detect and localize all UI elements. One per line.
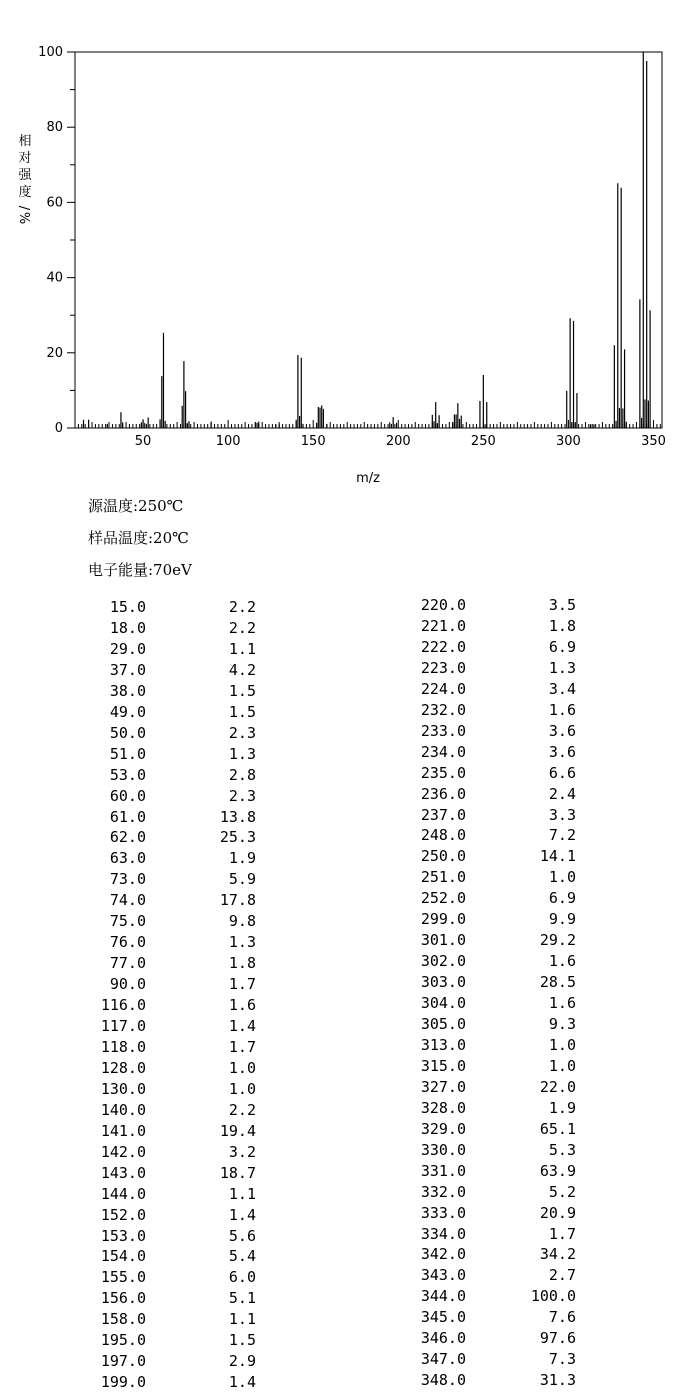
mz-value: 73.0 <box>109 870 146 889</box>
mz-value: 224.0 <box>420 679 466 698</box>
mz-value: 144.0 <box>100 1184 146 1203</box>
y-axis-label <box>16 133 32 224</box>
mz-value: 346.0 <box>420 1329 466 1348</box>
intensity-value: 1.6 <box>548 952 576 971</box>
intensity-value: 20.9 <box>539 1203 576 1222</box>
y-axis-label-char: 度 <box>18 185 32 200</box>
table-row <box>66 808 266 829</box>
intensity-value: 7.6 <box>548 1308 576 1327</box>
table-row <box>66 933 266 954</box>
mz-value: 75.0 <box>109 912 146 931</box>
intensity-value: 2.2 <box>228 618 256 637</box>
intensity-value: 5.4 <box>228 1247 256 1266</box>
mz-value: 76.0 <box>109 933 146 952</box>
table-row <box>386 973 586 994</box>
source-temperature: 源温度:250℃ <box>88 497 184 515</box>
intensity-value: 1.3 <box>228 744 256 763</box>
mz-value: 302.0 <box>420 952 466 971</box>
table-row <box>66 1289 266 1310</box>
mz-value: 153.0 <box>100 1226 146 1245</box>
intensity-value: 18.7 <box>219 1163 256 1182</box>
mz-value: 18.0 <box>109 618 146 637</box>
intensity-value: 3.5 <box>548 596 576 614</box>
table-row <box>66 724 266 745</box>
x-axis-label: m/z <box>356 471 380 486</box>
intensity-value: 17.8 <box>219 891 256 910</box>
table-row <box>386 1329 586 1350</box>
table-row <box>66 1331 266 1352</box>
intensity-value: 22.0 <box>539 1077 576 1096</box>
intensity-value: 3.2 <box>228 1142 256 1161</box>
intensity-value: 3.4 <box>548 679 576 698</box>
intensity-value: 1.8 <box>228 954 256 973</box>
table-row <box>66 1310 266 1331</box>
x-tick-label: 50 <box>134 434 152 449</box>
intensity-value: 1.9 <box>228 849 256 868</box>
axis-ticks <box>38 45 666 449</box>
table-row <box>66 1268 266 1289</box>
table-row <box>386 596 586 617</box>
mz-value: 90.0 <box>109 975 146 994</box>
mz-value: 251.0 <box>420 868 466 887</box>
table-row <box>66 996 266 1017</box>
table-row <box>386 617 586 638</box>
intensity-value: 1.0 <box>548 1056 576 1075</box>
table-row <box>386 785 586 806</box>
table-row <box>386 659 586 680</box>
table-row <box>66 828 266 849</box>
mz-value: 116.0 <box>100 996 146 1015</box>
mz-value: 63.0 <box>109 849 146 868</box>
mz-value: 342.0 <box>420 1245 466 1264</box>
table-row <box>386 952 586 973</box>
table-row <box>386 1266 586 1287</box>
mz-value: 248.0 <box>420 826 466 845</box>
intensity-value: 100.0 <box>530 1287 576 1306</box>
table-row <box>386 806 586 827</box>
mz-value: 236.0 <box>420 784 466 803</box>
mz-value: 232.0 <box>420 700 466 719</box>
mz-value: 140.0 <box>100 1100 146 1119</box>
intensity-value: 2.3 <box>228 786 256 805</box>
intensity-value: 4.2 <box>228 660 256 679</box>
table-row <box>386 1225 586 1246</box>
table-row <box>386 1078 586 1099</box>
mz-value: 221.0 <box>420 616 466 635</box>
x-tick-label: 200 <box>385 434 411 449</box>
table-row <box>66 1038 266 1059</box>
mz-value: 304.0 <box>420 994 466 1013</box>
table-row <box>386 994 586 1015</box>
intensity-value: 3.6 <box>548 721 576 740</box>
table-row <box>66 870 266 891</box>
sample-temperature: 样品温度:20℃ <box>88 529 189 547</box>
table-row <box>66 891 266 912</box>
intensity-value: 1.3 <box>548 658 576 677</box>
intensity-value: 9.9 <box>548 910 576 929</box>
table-row <box>386 1350 586 1371</box>
mz-value: 53.0 <box>109 765 146 784</box>
table-row <box>66 912 266 933</box>
intensity-value: 5.6 <box>228 1226 256 1245</box>
mz-value: 158.0 <box>100 1310 146 1329</box>
peak-table-right <box>386 596 586 1390</box>
intensity-value: 6.9 <box>548 637 576 656</box>
peak-table-left <box>66 598 266 1392</box>
intensity-value: 97.6 <box>539 1329 576 1348</box>
intensity-value: 1.1 <box>228 1184 256 1203</box>
table-row <box>386 680 586 701</box>
intensity-value: 1.7 <box>228 975 256 994</box>
table-row <box>66 682 266 703</box>
mz-value: 330.0 <box>420 1140 466 1159</box>
mz-value: 118.0 <box>100 1037 146 1056</box>
mz-value: 344.0 <box>420 1287 466 1306</box>
mz-value: 130.0 <box>100 1079 146 1098</box>
intensity-value: 6.9 <box>548 889 576 908</box>
mass-spectrum-chart <box>0 0 687 495</box>
intensity-value: 6.0 <box>228 1268 256 1287</box>
mz-value: 142.0 <box>100 1142 146 1161</box>
mz-value: 343.0 <box>420 1266 466 1285</box>
mz-value: 301.0 <box>420 931 466 950</box>
mz-value: 156.0 <box>100 1289 146 1308</box>
mz-value: 143.0 <box>100 1163 146 1182</box>
intensity-value: 1.0 <box>548 868 576 887</box>
mz-value: 315.0 <box>420 1056 466 1075</box>
mz-value: 199.0 <box>100 1373 146 1392</box>
table-row <box>386 1183 586 1204</box>
intensity-value: 9.3 <box>548 1015 576 1033</box>
intensity-value: 1.1 <box>228 1310 256 1329</box>
mz-value: 77.0 <box>109 954 146 973</box>
intensity-value: 29.2 <box>539 931 576 950</box>
table-row <box>386 931 586 952</box>
table-row <box>386 1015 586 1036</box>
intensity-value: 25.3 <box>219 828 256 847</box>
table-row <box>386 868 586 889</box>
mz-value: 197.0 <box>100 1352 146 1371</box>
y-axis-label-char: / <box>16 205 31 211</box>
mz-value: 220.0 <box>420 596 466 614</box>
table-row <box>386 1204 586 1225</box>
table-row <box>66 703 266 724</box>
intensity-value: 1.5 <box>228 681 256 700</box>
intensity-value: 1.4 <box>228 1373 256 1392</box>
table-row <box>66 640 266 661</box>
intensity-value: 2.2 <box>228 598 256 616</box>
mz-value: 141.0 <box>100 1121 146 1140</box>
mz-value: 195.0 <box>100 1331 146 1350</box>
mz-value: 74.0 <box>109 891 146 910</box>
intensity-value: 2.8 <box>228 765 256 784</box>
intensity-value: 3.3 <box>548 805 576 824</box>
table-row <box>66 975 266 996</box>
mz-value: 154.0 <box>100 1247 146 1266</box>
table-row <box>66 787 266 808</box>
intensity-value: 2.4 <box>548 784 576 803</box>
x-tick-label: 300 <box>556 434 581 449</box>
electron-energy: 电子能量:70eV <box>88 561 192 579</box>
intensity-value: 1.4 <box>228 1017 256 1035</box>
y-axis-label-char: 强 <box>18 168 32 183</box>
intensity-value: 1.4 <box>228 1205 256 1224</box>
intensity-value: 31.3 <box>539 1371 576 1390</box>
mz-value: 155.0 <box>100 1268 146 1287</box>
table-row <box>66 1080 266 1101</box>
table-row <box>66 1352 266 1373</box>
table-row <box>386 1287 586 1308</box>
table-row <box>386 638 586 659</box>
x-tick-label: 150 <box>300 434 326 449</box>
table-row <box>386 910 586 931</box>
mz-value: 313.0 <box>420 1035 466 1054</box>
table-row <box>66 1122 266 1143</box>
mz-value: 49.0 <box>109 702 146 721</box>
table-row <box>386 1036 586 1057</box>
mz-value: 303.0 <box>420 973 466 992</box>
mz-value: 345.0 <box>420 1308 466 1327</box>
intensity-value: 1.1 <box>228 639 256 658</box>
intensity-value: 7.3 <box>548 1350 576 1369</box>
mz-value: 305.0 <box>420 1015 466 1033</box>
table-row <box>66 745 266 766</box>
table-row <box>66 598 266 619</box>
mz-value: 62.0 <box>109 828 146 847</box>
y-tick-label: 100 <box>38 45 63 60</box>
table-row <box>66 766 266 787</box>
intensity-value: 1.6 <box>548 994 576 1013</box>
mz-value: 50.0 <box>109 723 146 742</box>
peak-bars <box>84 52 651 428</box>
mz-value: 51.0 <box>109 744 146 763</box>
intensity-value: 5.1 <box>228 1289 256 1308</box>
x-tick-label: 100 <box>215 434 241 449</box>
mz-value: 237.0 <box>420 805 466 824</box>
intensity-value: 3.6 <box>548 742 576 761</box>
intensity-value: 65.1 <box>539 1119 576 1138</box>
intensity-value: 13.8 <box>219 807 256 826</box>
table-row <box>386 722 586 743</box>
table-row <box>386 764 586 785</box>
intensity-value: 1.5 <box>228 702 256 721</box>
mz-value: 347.0 <box>420 1350 466 1369</box>
mz-value: 233.0 <box>420 721 466 740</box>
table-row <box>66 1227 266 1248</box>
mz-value: 332.0 <box>420 1182 466 1201</box>
intensity-value: 2.2 <box>228 1100 256 1119</box>
mz-value: 250.0 <box>420 847 466 866</box>
mz-value: 331.0 <box>420 1161 466 1180</box>
mz-value: 234.0 <box>420 742 466 761</box>
table-row <box>66 1164 266 1185</box>
mz-value: 333.0 <box>420 1203 466 1222</box>
intensity-value: 1.6 <box>548 700 576 719</box>
table-row <box>66 1059 266 1080</box>
intensity-value: 14.1 <box>539 847 576 866</box>
y-tick-label: 60 <box>46 195 63 211</box>
mz-value: 38.0 <box>109 681 146 700</box>
intensity-value: 2.7 <box>548 1266 576 1285</box>
intensity-value: 1.0 <box>548 1035 576 1054</box>
table-row <box>66 1206 266 1227</box>
mz-value: 299.0 <box>420 910 466 929</box>
intensity-value: 2.9 <box>228 1352 256 1371</box>
table-row <box>386 1057 586 1078</box>
intensity-value: 5.9 <box>228 870 256 889</box>
mz-value: 128.0 <box>100 1058 146 1077</box>
y-axis-label-char: 对 <box>18 151 32 166</box>
y-axis-label-char: % <box>16 211 31 225</box>
table-row <box>386 743 586 764</box>
table-row <box>386 1162 586 1183</box>
intensity-value: 9.8 <box>228 912 256 931</box>
table-row <box>66 661 266 682</box>
intensity-value: 1.7 <box>548 1224 576 1243</box>
table-row <box>66 619 266 640</box>
table-row <box>386 847 586 868</box>
y-tick-label: 40 <box>46 270 63 286</box>
x-tick-label: 250 <box>470 434 496 449</box>
intensity-value: 34.2 <box>539 1245 576 1264</box>
intensity-value: 1.7 <box>228 1037 256 1056</box>
mz-value: 152.0 <box>100 1205 146 1224</box>
table-row <box>66 954 266 975</box>
y-tick-label: 0 <box>54 421 63 436</box>
intensity-value: 1.0 <box>228 1058 256 1077</box>
mz-value: 348.0 <box>420 1371 466 1390</box>
intensity-value: 2.3 <box>228 723 256 742</box>
x-tick-label: 350 <box>641 434 666 449</box>
table-row <box>386 826 586 847</box>
mz-value: 60.0 <box>109 786 146 805</box>
mz-value: 37.0 <box>109 660 146 679</box>
mz-value: 15.0 <box>109 598 146 616</box>
intensity-value: 28.5 <box>539 973 576 992</box>
mz-value: 252.0 <box>420 889 466 908</box>
intensity-value: 1.6 <box>228 996 256 1015</box>
table-row <box>66 1101 266 1122</box>
mz-value: 328.0 <box>420 1098 466 1117</box>
intensity-value: 1.5 <box>228 1331 256 1350</box>
mz-value: 29.0 <box>109 639 146 658</box>
table-row <box>386 1308 586 1329</box>
y-axis-label-char: 相 <box>18 134 32 149</box>
intensity-value: 5.3 <box>548 1140 576 1159</box>
table-row <box>66 1247 266 1268</box>
intensity-value: 1.9 <box>548 1098 576 1117</box>
intensity-value: 63.9 <box>539 1161 576 1180</box>
intensity-value: 1.8 <box>548 616 576 635</box>
mz-value: 223.0 <box>420 658 466 677</box>
table-row <box>66 1017 266 1038</box>
intensity-value: 5.2 <box>548 1182 576 1201</box>
intensity-value: 6.6 <box>548 763 576 782</box>
table-row <box>66 849 266 870</box>
intensity-value: 7.2 <box>548 826 576 845</box>
table-row <box>386 1245 586 1266</box>
y-tick-label: 20 <box>46 345 63 361</box>
mz-value: 222.0 <box>420 637 466 656</box>
intensity-value: 1.3 <box>228 933 256 952</box>
table-row <box>66 1185 266 1206</box>
table-row <box>386 1120 586 1141</box>
mz-value: 329.0 <box>420 1119 466 1138</box>
y-tick-label: 80 <box>46 120 63 136</box>
table-row <box>386 889 586 910</box>
mz-value: 235.0 <box>420 763 466 782</box>
mz-value: 117.0 <box>100 1017 146 1035</box>
intensity-value: 19.4 <box>219 1121 256 1140</box>
table-row <box>66 1143 266 1164</box>
intensity-value: 1.0 <box>228 1079 256 1098</box>
table-row <box>386 1141 586 1162</box>
mz-value: 61.0 <box>109 807 146 826</box>
table-row <box>386 1099 586 1120</box>
mz-value: 327.0 <box>420 1077 466 1096</box>
table-row <box>386 1371 586 1392</box>
table-row <box>386 701 586 722</box>
mz-value: 334.0 <box>420 1224 466 1243</box>
